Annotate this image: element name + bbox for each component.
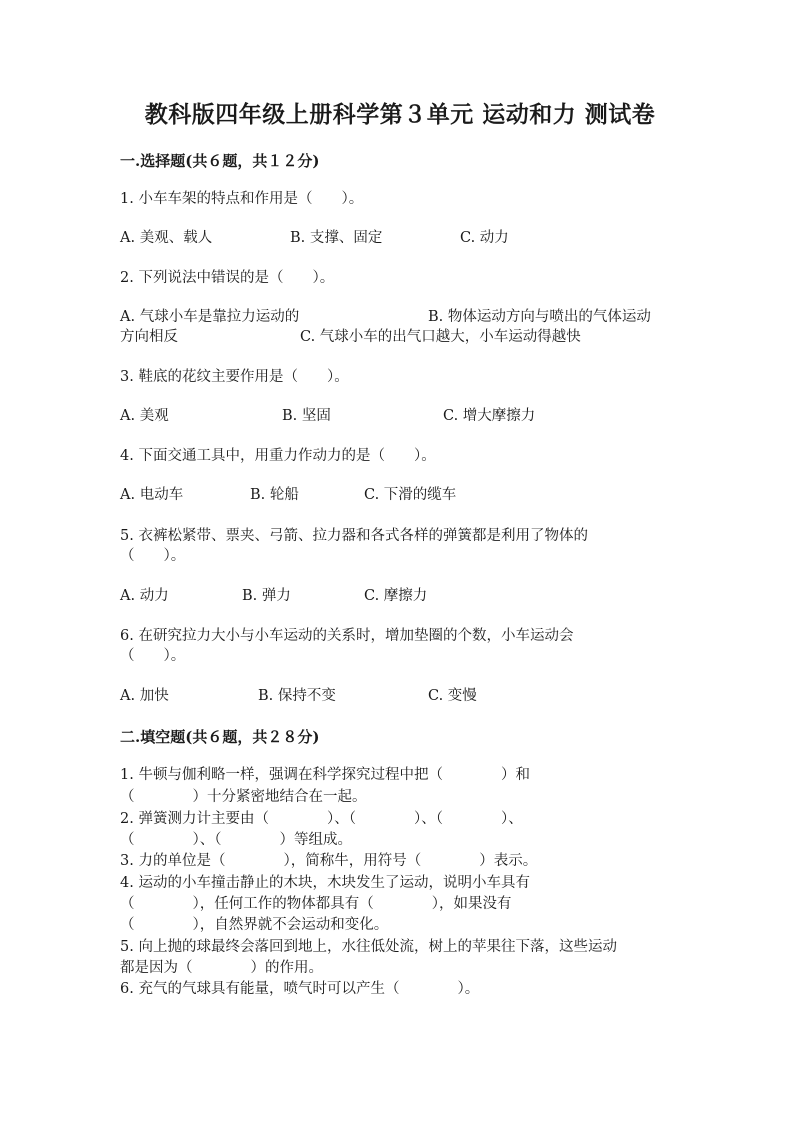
question-3-option-b: B. 坚固 (282, 408, 331, 424)
section-heading-fill: 二.填空题(共６题，共２８分) (120, 728, 320, 746)
question-4-option-b: B. 轮船 (250, 487, 299, 503)
question-2-stem: 2. 下列说法中错误的是（ ）。 (120, 270, 335, 286)
question-5-option-c: C. 摩擦力 (364, 588, 428, 604)
question-1-option-c: C. 动力 (460, 230, 509, 246)
question-6-option-b: B. 保持不变 (258, 688, 336, 704)
question-6-stem-cont: （ ）。 (120, 648, 186, 664)
question-4-option-a: A. 电动车 (120, 487, 184, 503)
page-title: 教科版四年级上册科学第３单元 运动和力 测试卷 (144, 101, 656, 128)
question-5-stem: 5. 衣裤松紧带、票夹、弓箭、拉力器和各式各样的弹簧都是利用了物体的 (120, 528, 588, 544)
fill-line: （ ），自然界就不会运动和变化。 (120, 917, 389, 933)
question-2-option-c: C. 气球小车的出气口越大，小车运动得越快 (300, 329, 581, 345)
question-3-option-c: C. 增大摩擦力 (443, 408, 536, 424)
fill-line: 6. 充气的气球具有能量，喷气时可以产生（ ）。 (120, 981, 480, 997)
fill-line: 5. 向上抛的球最终会落回到地上，水往低处流，树上的苹果往下落，这些运动 (120, 939, 617, 955)
fill-line: （ ），任何工作的物体都具有（ ），如果没有 (120, 896, 512, 912)
fill-line: （ ）十分紧密地结合在一起。 (120, 789, 367, 805)
question-3-option-a: A. 美观 (120, 408, 169, 424)
section-heading-choice: 一.选择题(共６题，共１２分) (120, 152, 320, 170)
fill-line: 4. 运动的小车撞击静止的木块，木块发生了运动，说明小车具有 (120, 875, 530, 891)
question-6-stem: 6. 在研究拉力大小与小车运动的关系时，增加垫圈的个数，小车运动会 (120, 628, 574, 644)
question-2-option-a: A. 气球小车是靠拉力运动的 (120, 309, 300, 325)
question-4-option-c: C. 下滑的缆车 (364, 487, 457, 503)
question-1-option-a: A. 美观、载人 (120, 230, 213, 246)
question-3-stem: 3. 鞋底的花纹主要作用是（ ）。 (120, 369, 349, 385)
question-4-stem: 4. 下面交通工具中，用重力作动力的是（ ）。 (120, 448, 436, 464)
question-6-option-c: C. 变慢 (428, 688, 477, 704)
fill-line: （ ）、（ ）等组成。 (120, 832, 352, 848)
question-1-stem: 1. 小车车架的特点和作用是（ ）。 (120, 191, 364, 207)
question-2-option-b: B. 物体运动方向与喷出的气体运动 (428, 309, 651, 325)
fill-line: 3. 力的单位是（ ），简称牛，用符号（ ）表示。 (120, 853, 538, 869)
question-6-option-a: A. 加快 (120, 688, 169, 704)
question-5-option-b: B. 弹力 (242, 588, 291, 604)
fill-line: 都是因为（ ）的作用。 (120, 960, 323, 976)
fill-line: 1. 牛顿与伽利略一样，强调在科学探究过程中把（ ）和 (120, 767, 530, 783)
question-5-stem-cont: （ ）。 (120, 548, 186, 564)
question-5-option-a: A. 动力 (120, 588, 169, 604)
fill-line: 2. 弹簧测力计主要由（ ）、（ ）、（ ）、 (120, 811, 523, 827)
question-2-option-b-cont: 方向相反 (120, 329, 178, 345)
question-1-option-b: B. 支撑、固定 (290, 230, 383, 246)
